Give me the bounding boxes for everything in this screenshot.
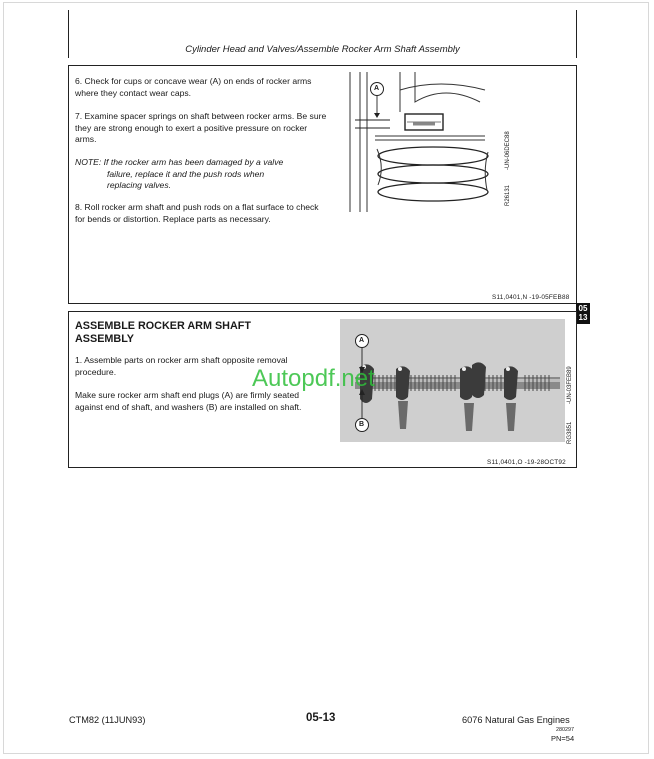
figure2-code: -UN-03FEB89 [567,366,573,404]
footer-manual-id: CTM82 (11JUN93) [69,715,146,725]
footer-code: 280297 [556,727,574,733]
figure2-callout-a: A [359,337,365,344]
tab-page-number: 13 [578,313,588,322]
page-header-title: Cylinder Head and Valves/Assemble Rocker Arm Shaft Assembly [185,44,460,55]
note-line-3: replacing valves. [107,180,172,191]
step-7-text: 7. Examine spacer springs on shaft between rocker arms. Be sure they are strong enough to exert a positive pressure on rocker arms. [75,111,327,145]
assemble-step-1: 1. Assemble parts on rocker arm shaft opposite removal procedure. [75,355,288,377]
note-label: NOTE: [75,157,102,167]
figure1-code: -UN-06DEC88 [505,131,511,170]
top-rule-right [576,10,577,58]
watermark-text: Autopdf.net [252,365,375,392]
footer-page-number: 05-13 [306,712,336,724]
figure1-id: R26131 [505,184,511,206]
section-title: ASSEMBLE ROCKER ARM SHAFT ASSEMBLY [75,320,251,345]
footer-pn: PN=54 [551,734,575,743]
section2-ref: S11,0401,O -19-28OCT92 [487,459,566,466]
figure2-id: RG3851 [567,421,573,444]
footer-engine-title: 6076 Natural Gas Engines [462,715,570,725]
note-line-2: failure, replace it and the push rods when [107,168,265,179]
rocker-arm-spring-figure [345,72,495,212]
section-tab [576,303,590,324]
note-line-1: If the rocker arm has been damaged by a valve [103,157,284,167]
figure1-callout-a: A [374,85,380,92]
step-8-text: 8. Roll rocker arm shaft and push rods on a flat surface to check for bends or distortion. Replace parts as necessary. [75,202,319,224]
section1-ref: S11,0401,N -19-05FEB88 [492,294,570,301]
figure2-callout-b: B [359,421,365,428]
note-block [75,157,335,192]
assemble-body-text: Make sure rocker arm shaft end plugs (A) are firmly seated against end of shaft, and washers (B) are installed on shaft. [75,390,302,412]
step-6-text: 6. Check for cups or concave wear (A) on ends of rocker arms where they contact wear caps. [75,76,312,98]
tab-section-number: 05 [578,304,588,313]
